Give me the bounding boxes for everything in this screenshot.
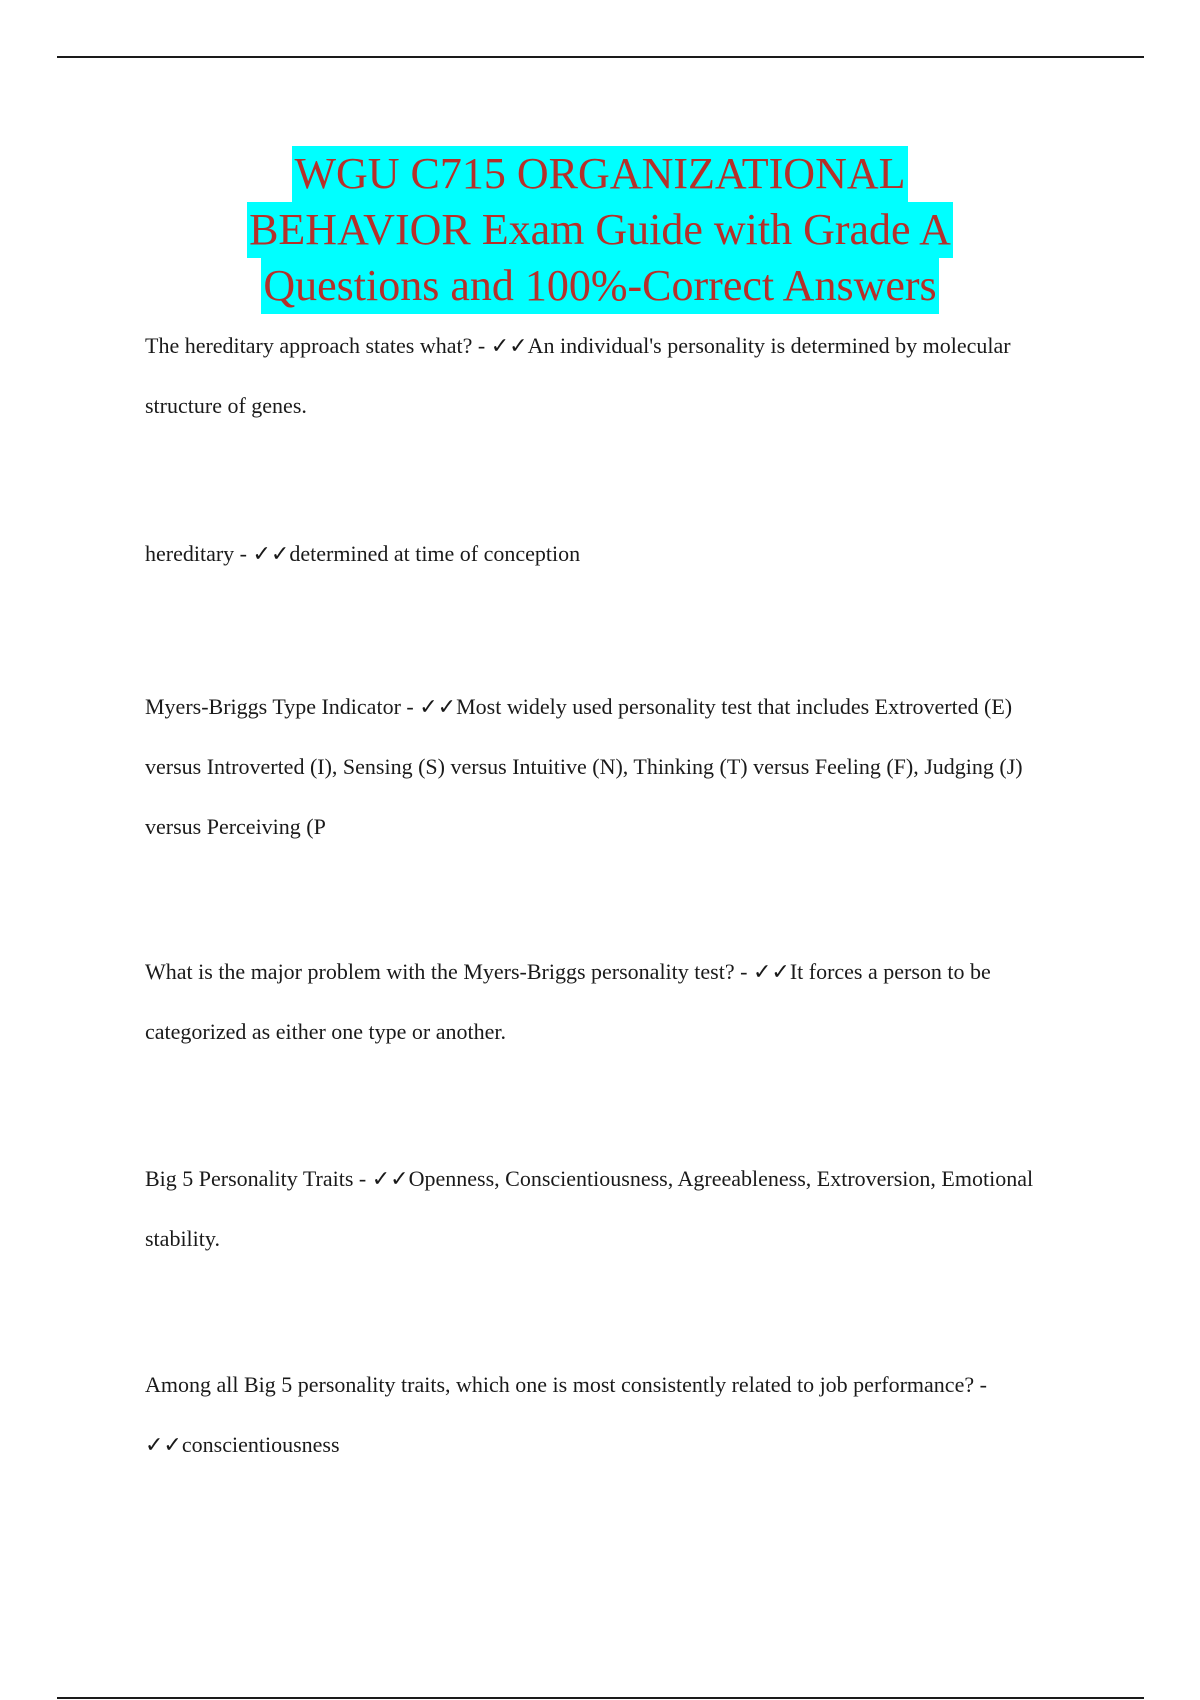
separator: - [353,1166,372,1191]
answer-text: Most widely used personality test that includes Extroverted (E) versus Introverted (I), Sensing (S) versus Intuitive (N), Thinking (T) versus Feeling (F), Judging (J) versus Perceiving (P [145,694,1029,839]
qa-item-big-5-traits [145,1149,1065,1269]
question-text: What is the major problem with the Myers-Briggs personality test? [145,959,735,984]
double-check-icon: ✓✓ [752,959,790,984]
question-text: The hereditary approach states what? [145,333,473,358]
answer-text: determined at time of conception [289,541,581,566]
answer-text: conscientiousness [181,1432,340,1457]
separator: - [472,333,491,358]
bottom-rule [57,1697,1144,1699]
question-text: Myers-Briggs Type Indicator [145,694,401,719]
double-check-icon: ✓✓ [419,694,457,719]
double-check-icon: ✓✓ [145,1432,182,1457]
double-check-icon: ✓✓ [371,1166,409,1191]
question-text: hereditary [145,541,235,566]
qa-item-hereditary [145,524,1065,584]
double-check-icon: ✓✓ [490,333,528,358]
qa-item-myers-briggs [145,677,1065,857]
answer-text: It forces a person to be categorized as either one type or another. [145,959,997,1044]
double-check-icon: ✓✓ [252,541,290,566]
title-line-1: WGU C715 ORGANIZATIONAL [292,146,907,202]
title-line-3: Questions and 100%-Correct Answers [261,258,938,314]
separator: - [234,541,253,566]
answer-text: An individual's personality is determined by molecular structure of genes. [145,333,1017,418]
question-text: Among all Big 5 personality traits, which one is most consistently related to job performance? [145,1372,975,1397]
question-text: Big 5 Personality Traits [145,1166,354,1191]
answer-text: Openness, Conscientiousness, Agreeableness, Extroversion, Emotional stability. [145,1166,1039,1251]
document-title [0,146,1200,314]
separator: - [734,959,753,984]
separator: - [400,694,420,719]
qa-item-hereditary-approach [145,316,1065,436]
separator: - [974,1372,993,1397]
title-line-2: BEHAVIOR Exam Guide with Grade A [247,202,953,258]
top-rule [57,56,1144,58]
qa-item-big-5-job-performance [145,1355,1065,1475]
qa-item-myers-briggs-problem [145,942,1065,1062]
